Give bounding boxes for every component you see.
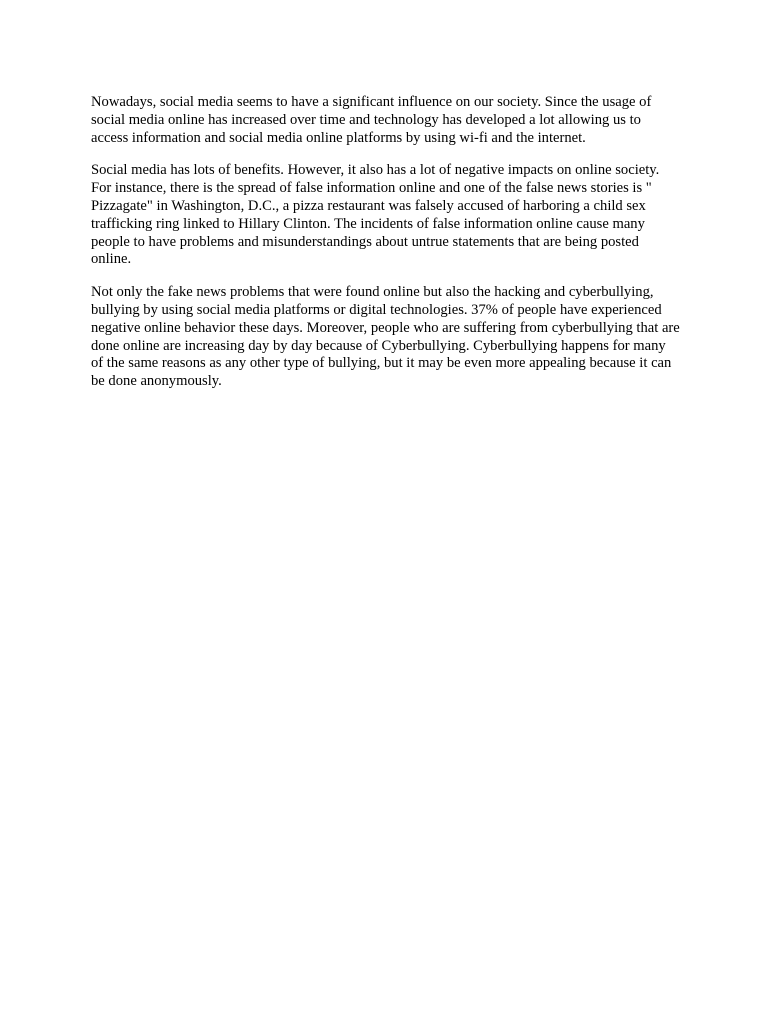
paragraph-intro: Nowadays, social media seems to have a significant influence on our society. Since the usage of social media online has increased over time and technology has developed a lot allowing us to access information and social media online platforms by using wi-fi and the internet.	[91, 94, 652, 146]
document-body	[91, 94, 681, 406]
paragraph-false-information: Social media has lots of benefits. However, it also has a lot of negative impacts on online society. For instance, there is the spread of false information online and one of the false news stories is " Pizzagate" in Washington, D.C., a pizza restaurant was falsely accused of harboring a child sex trafficking ring linked to Hillary Clinton. The incidents of false information online cause many people to have problems and misunderstandings about untrue statements that are being posted online.	[91, 162, 660, 268]
paragraph-cyberbullying: Not only the fake news problems that were found online but also the hacking and cyberbullying, bullying by using social media platforms or digital technologies. 37% of people have experienced negative online behavior these days. Moreover, people who are suffering from cyberbullying that are done online are increasing day by day because of Cyberbullying. Cyberbullying happens for many of the same reasons as any other type of bullying, but it may be even more appealing because it can be done anonymously.	[91, 284, 680, 390]
